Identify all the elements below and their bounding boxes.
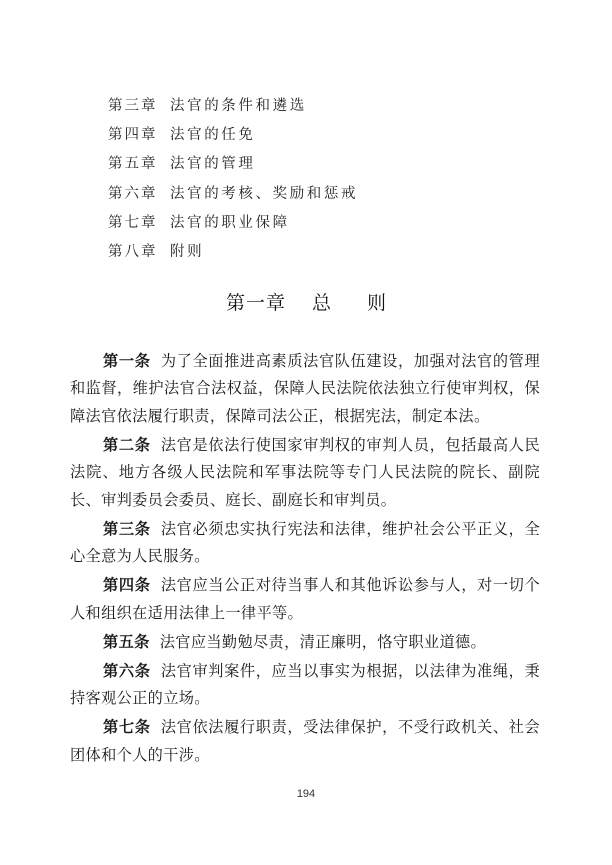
- article-list: [70, 348, 540, 771]
- chapter-number: 第一章: [225, 292, 286, 314]
- article: [70, 572, 540, 627]
- toc-entry: [108, 92, 528, 121]
- article-number: 第六条: [103, 661, 151, 680]
- article-number: 第四条: [103, 576, 151, 595]
- toc-chapter-title: 附则: [170, 243, 205, 260]
- article: [70, 658, 540, 713]
- toc-chapter-number: 第五章: [108, 156, 158, 173]
- article: [70, 629, 540, 656]
- chapter-heading: [0, 290, 612, 316]
- toc-chapter-number: 第四章: [108, 127, 158, 144]
- toc-chapter-number: 第三章: [108, 98, 158, 114]
- article-number: 第三条: [103, 519, 151, 538]
- article: [70, 714, 540, 769]
- toc-entry: [108, 180, 528, 209]
- article-number: 第五条: [103, 632, 150, 651]
- chapter-title-part1: 总: [311, 292, 331, 314]
- article-text: 法官依法履行职责，受法律保护，不受行政机关、社会团体和个人的干涉。: [70, 718, 540, 764]
- toc-chapter-number: 第六章: [108, 185, 158, 202]
- article-text: 法官应当公正对待当事人和其他诉讼参与人，对一切个人和组织在适用法律上一律平等。: [70, 576, 540, 622]
- article-text: 法官审判案件，应当以事实为根据，以法律为准绳，秉持客观公正的立场。: [70, 661, 540, 708]
- toc-entry: [108, 121, 528, 150]
- toc-chapter-title: 法官的考核、奖励和惩戒: [170, 185, 359, 202]
- toc-chapter-title: 法官的任免: [170, 127, 256, 144]
- article: [70, 432, 540, 514]
- article: [70, 516, 540, 571]
- article-text: 法官必须忠实执行宪法和法律，维护社会公平正义，全心全意为人民服务。: [70, 519, 540, 566]
- toc-chapter-number: 第八章: [108, 243, 158, 260]
- article-number: 第七条: [103, 718, 151, 737]
- chapter-title-part2: 则: [367, 292, 387, 314]
- article: [70, 348, 540, 430]
- article-text: 法官应当勤勉尽责，清正廉明，恪守职业道德。: [159, 632, 487, 651]
- toc-entry: [108, 238, 528, 267]
- table-of-contents: [108, 92, 528, 267]
- toc-chapter-title: 法官的条件和遴选: [170, 98, 307, 114]
- article-number: 第一条: [103, 352, 151, 370]
- article-text: 法官是依法行使国家审判权的审判人员，包括最高人民法院、地方各级人民法院和军事法院等专门人民法院的院长、副院长、审判委员会委员、庭长、副庭长和审判员。: [70, 435, 540, 509]
- article-text: 为了全面推进高素质法官队伍建设，加强对法官的管理和监督，维护法官合法权益，保障人民法院依法独立行使审判权，保障法官依法履行职责，保障司法公正，根据宪法，制定本法。: [70, 352, 540, 425]
- toc-entry: [108, 150, 528, 179]
- toc-chapter-number: 第七章: [108, 214, 158, 231]
- article-number: 第二条: [103, 435, 151, 454]
- toc-chapter-title: 法官的管理: [170, 156, 256, 173]
- toc-entry: [108, 209, 528, 238]
- page-number: 194: [296, 788, 316, 800]
- toc-chapter-title: 法官的职业保障: [170, 214, 290, 231]
